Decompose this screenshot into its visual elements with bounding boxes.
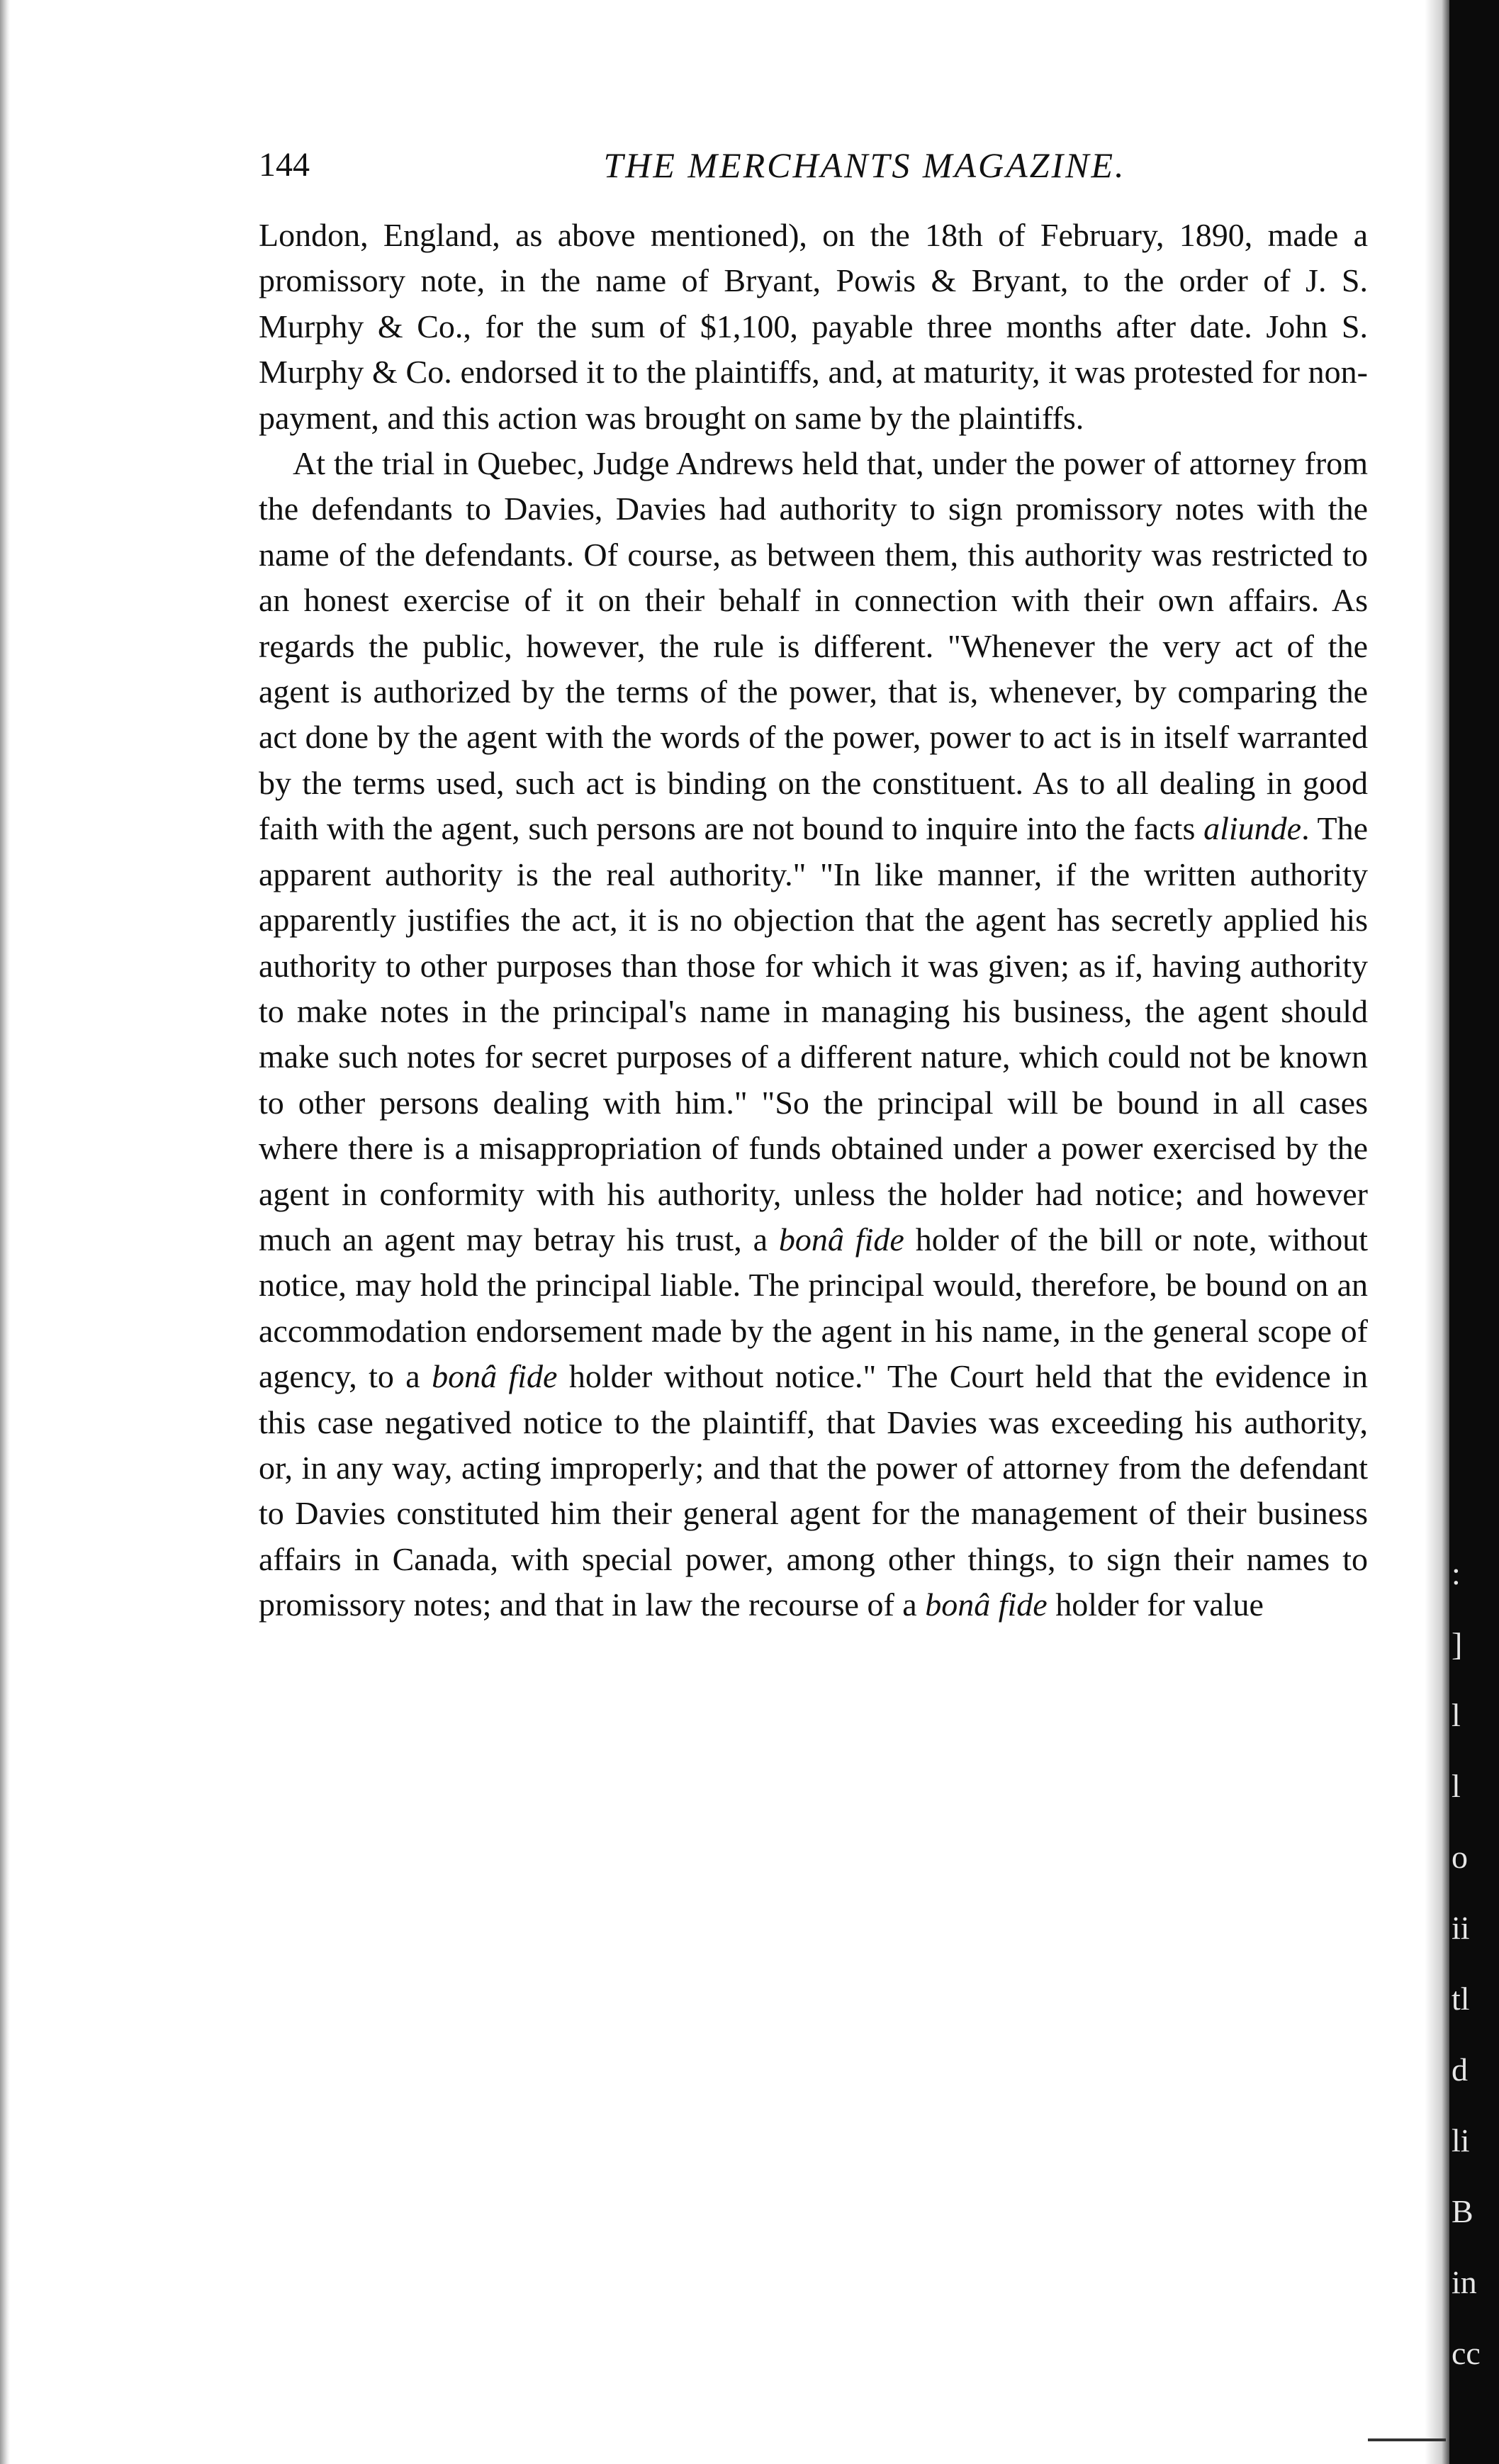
italic-term: bonâ fide xyxy=(925,1586,1048,1623)
fragment: : xyxy=(1452,1555,1461,1591)
fragment: B xyxy=(1452,2193,1473,2229)
fragment: l xyxy=(1452,1697,1461,1733)
text-run: holder of the bill or note, without notice, may hold the principal liable. The principal would, therefore, be bound on an accommodation endorsement made by the agent in his name, in the general scope of agency, to a xyxy=(259,1221,1369,1395)
fragment: o xyxy=(1452,1839,1468,1875)
running-title: THE MERCHANTS MAGAZINE. xyxy=(603,145,1126,185)
italic-term: aliunde xyxy=(1203,810,1302,847)
article-body xyxy=(259,213,1368,1628)
italic-term: bonâ fide xyxy=(778,1221,904,1258)
fragment: li xyxy=(1452,2122,1470,2158)
text-run: At the trial in Quebec, Judge Andrews held that, under the power of attorney from the defendants to Davies, Davies had authority to sign promissory notes with the name of the defendants. Of course, as between them, this authority was restricted to an honest exercise of it on their behalf in connection with their own affairs. As regards the public, however, the rule is different. "Whenever the very act of the agent is authorized by the terms of the power, that is, whenever, by comparing the act done by the agent with the words of the power, power to act is in itself warranted by the terms used, such act is binding on the constituent. As to all dealing in good faith with the agent, such persons are not bound to inquire into the facts xyxy=(259,445,1368,847)
text-run: . The apparent authority is the real authority." "In like manner, if the written authority apparently justifies the act, it is no objection that the agent has secretly applied his authority to other purposes than those for which it was given; as if, having authority to make notes in the principal's name in managing his business, the agent should make such notes for secret purposes of a different nature, which could not be known to other persons dealing with him." "So the principal will be bound in all cases where there is a misappropriation of funds obtained under a power exercised by the agent in conformity with his authority, unless the holder had notice; and however much an agent may betray his trust, a xyxy=(259,810,1368,1258)
paragraph-1: London, England, as above mentioned), on the 18th of February, 1890, made a promissory note, in the name of Bryant, Powis & Bryant, to the order of J. S. Murphy & Co., for the sum of $1,100, payable three months after date. John S. Murphy & Co. endorsed it to the plaintiffs, and, at maturity, it was protested for non-payment, and this action was brought on same by the plaintiffs. xyxy=(259,217,1368,436)
bottom-rule xyxy=(1368,2438,1446,2441)
fragment: tl xyxy=(1452,1981,1470,2017)
binding-edge-shadow xyxy=(0,0,10,2464)
fragment: d xyxy=(1452,2051,1468,2088)
fragment: cc xyxy=(1452,2335,1481,2371)
italic-term: bonâ fide xyxy=(432,1358,558,1395)
text-run: holder without notice." The Court held that the evidence in this case negatived notice to the plaintiff, that Davies was exceeding his authority, or, in any way, acting improperly; and that the power of attorney from the defendant to Davies constituted him their general agent for the management of their business affairs in Canada, with special power, among other things, to sign their names to promissory notes; and that in law the recourse of a xyxy=(259,1358,1368,1623)
fragment: ] xyxy=(1452,1626,1463,1662)
page-number: 144 xyxy=(259,146,310,184)
fragment: l xyxy=(1452,1768,1461,1804)
paragraph-2 xyxy=(259,441,1368,1628)
next-page-fragments xyxy=(1446,1538,1499,2389)
fragment: in xyxy=(1452,2264,1477,2300)
fragment: ii xyxy=(1452,1910,1470,1946)
text-run: holder for value xyxy=(1055,1586,1264,1623)
page-header xyxy=(259,140,1393,190)
